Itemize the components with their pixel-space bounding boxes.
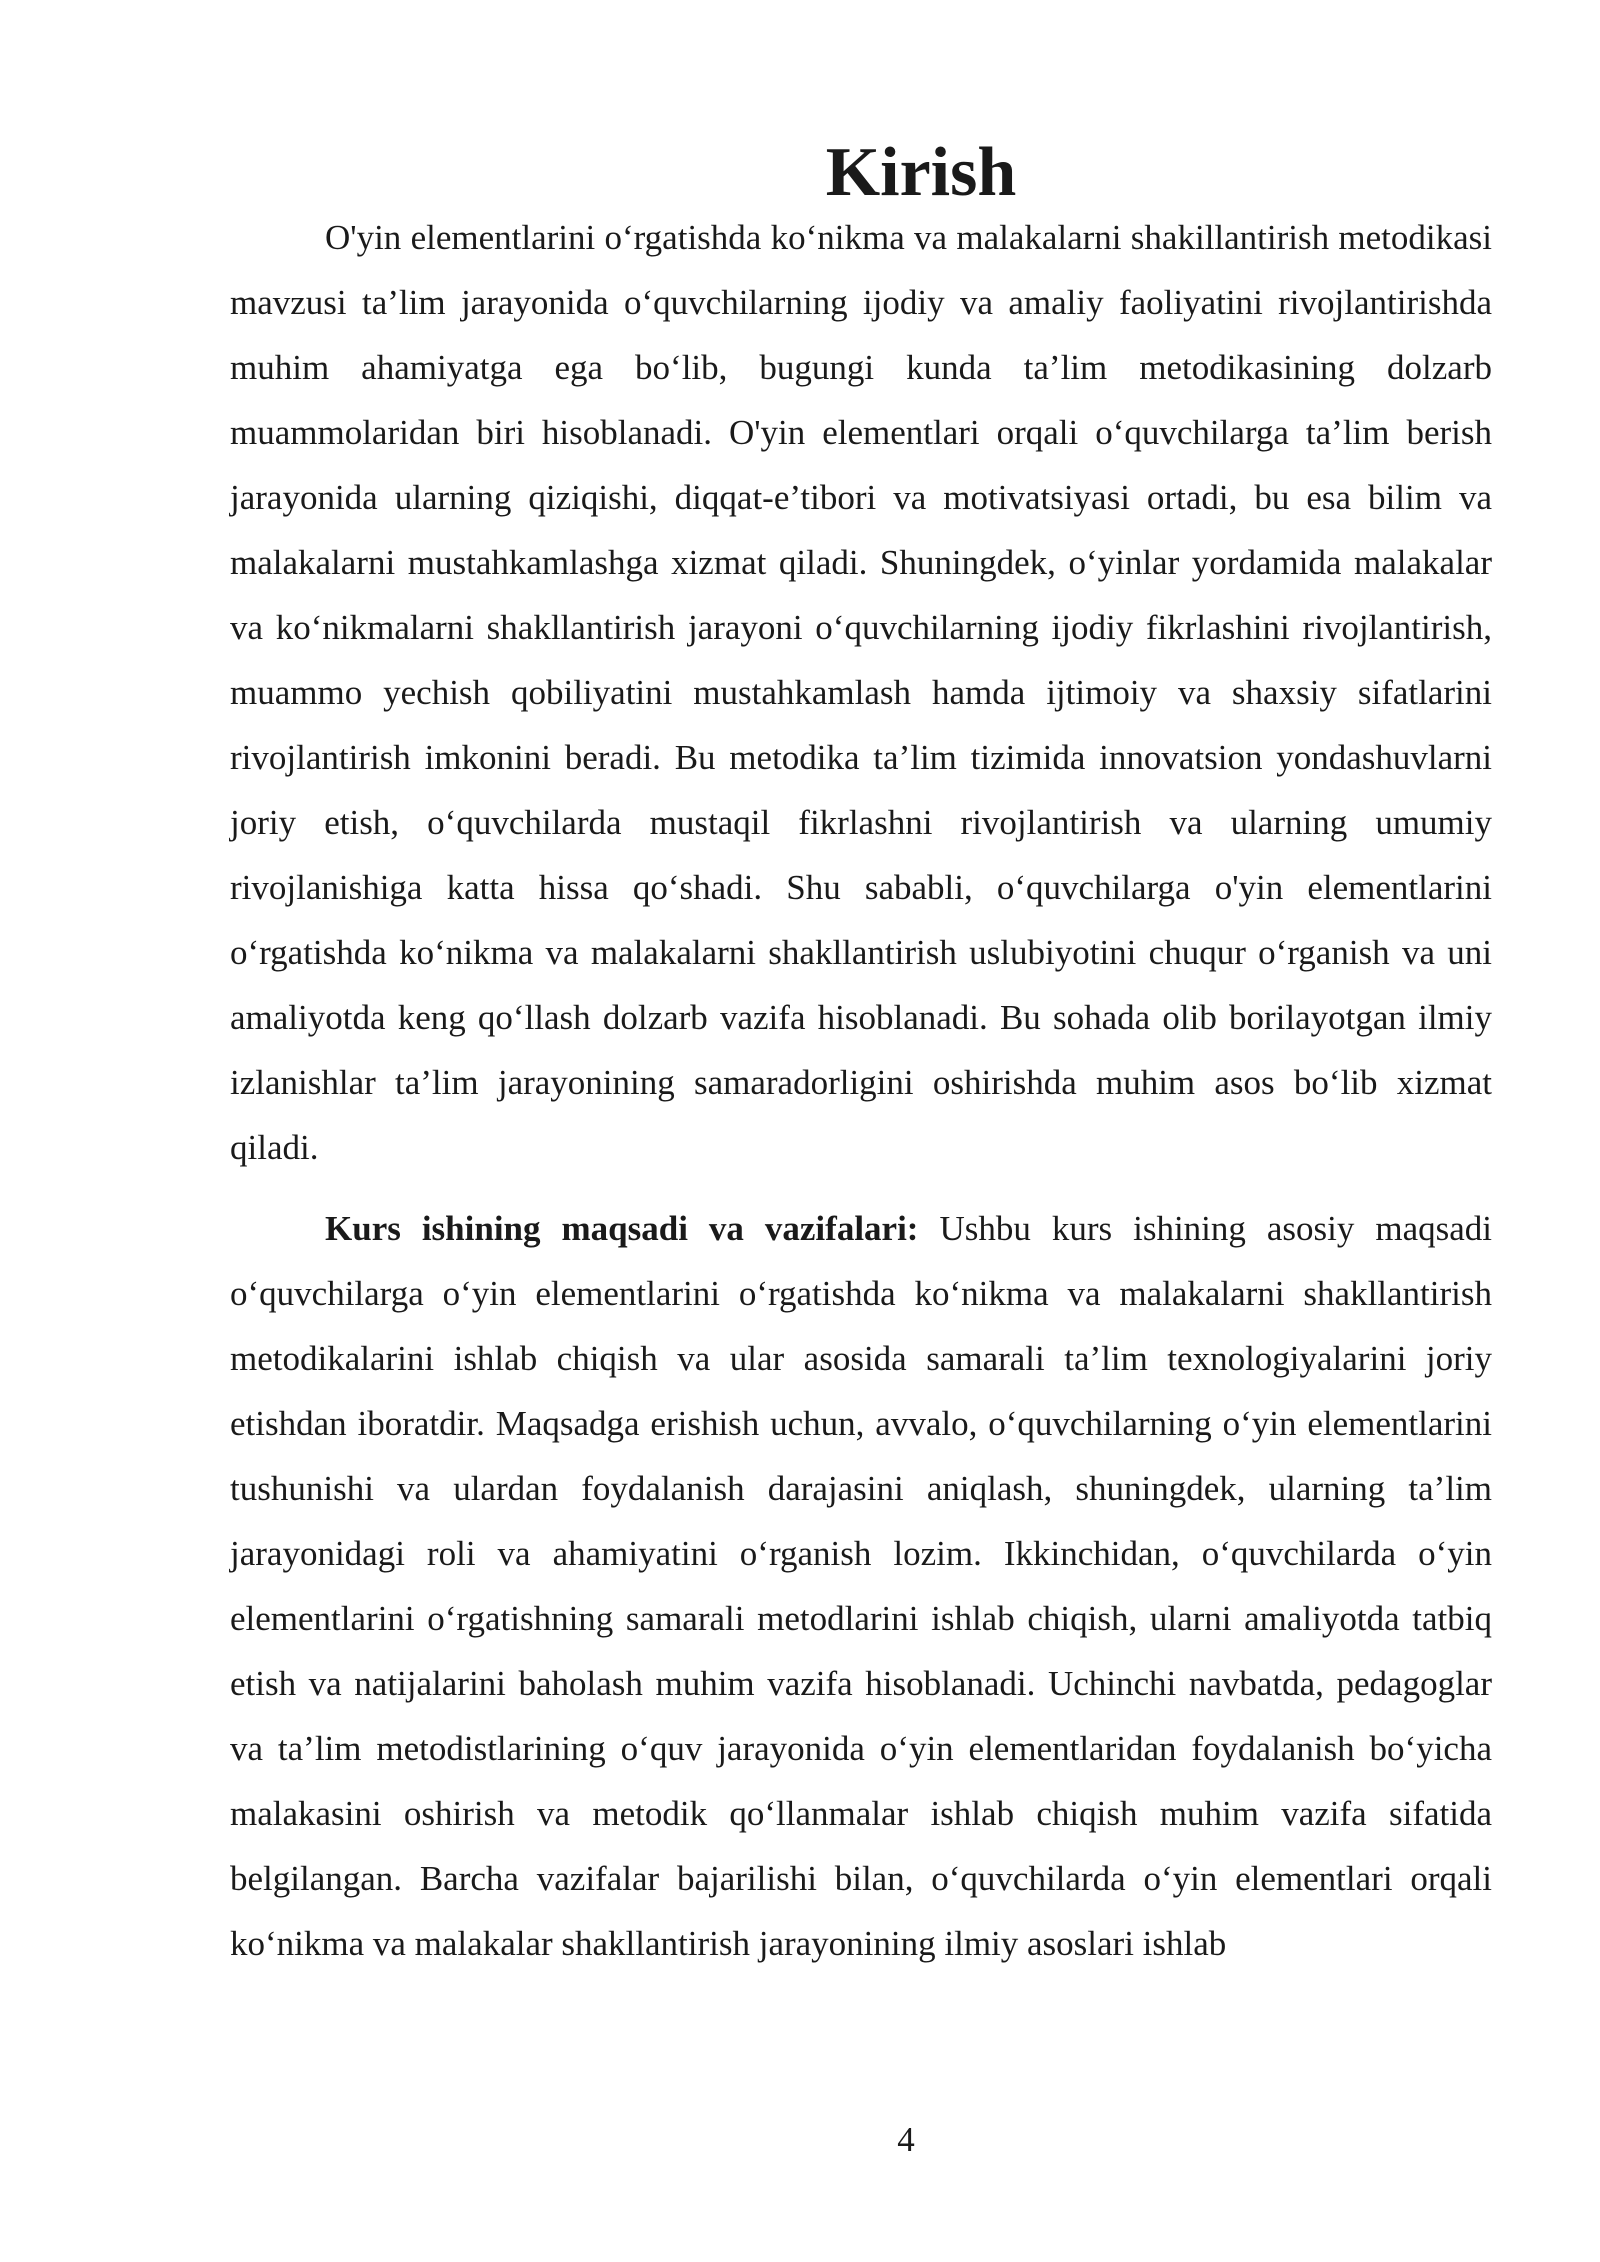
goals-lead-text: Kurs ishining maqsadi va vazifalari: <box>325 1209 919 1248</box>
section-heading: Kirish <box>825 134 1017 211</box>
page-content <box>230 134 1492 1976</box>
intro-paragraph: O'yin elementlarini o‘rgatishda ko‘nikma va malakalarni shakillantirish metodikasi mavzusi ta’lim jarayonida o‘quvchilarning ijodiy va amaliy faoliyatini rivojlantirishda muhim ahamiyatga ega bo‘lib, bugungi kunda ta’lim metodikasining dolzarb muammolaridan biri hisoblanadi. O'yin elementlari orqali o‘quvchilarga ta’lim berish jarayonida ularning qiziqishi, diqqat-e’tibori va motivatsiyasi ortadi, bu esa bilim va malakalarni mustahkamlashga xizmat qiladi. Shuningdek, o‘yinlar yordamida malakalar va ko‘nikmalarni shakllantirish jarayoni o‘quvchilarning ijodiy fikrlashini rivojlantirish, muammo yechish qobiliyatini mustahkamlash hamda ijtimoiy va shaxsiy sifatlarini rivojlantirish imkonini beradi. Bu metodika ta’lim tizimida innovatsion yondashuvlarni joriy etish, o‘quvchilarda mustaqil fikrlashni rivojlantirish va ularning umumiy rivojlanishiga katta hissa qo‘shadi. Shu sababli, o‘quvchilarga o'yin elementlarini o‘rgatishda ko‘nikma va malakalarni shakllantirish uslubiyotini chuqur o‘rganish va uni amaliyotda keng qo‘llash dolzarb vazifa hisoblanadi. Bu sohada olib borilayotgan ilmiy izlanishlar ta’lim jarayonining samaradorligini oshirishda muhim asos bo‘lib xizmat qiladi. <box>230 218 1492 1167</box>
page-number: 4 <box>897 2120 915 2159</box>
goals-paragraph <box>230 1196 1492 1976</box>
goals-body-text: Ushbu kurs ishining asosiy maqsadi o‘quvchilarga o‘yin elementlarini o‘rgatishda ko‘nikma va malakalarni shakllantirish metodikalarini ishlab chiqish va ular asosida samarali ta’lim texnologiyalarini joriy etishdan iboratdir. Maqsadga erishish uchun, avvalo, o‘quvchilarning o‘yin elementlarini tushunishi va ulardan foydalanish darajasini aniqlash, shuningdek, ularning ta’lim jarayonidagi roli va ahamiyatini o‘rganish lozim. Ikkinchidan, o‘quvchilarda o‘yin elementlarini o‘rgatishning samarali metodlarini ishlab chiqish, ularni amaliyotda tatbiq etish va natijalarini baholash muhim vazifa hisoblanadi. Uchinchi navbatda, pedagoglar va ta’lim metodistlarining o‘quv jarayonida o‘yin elementlaridan foydalanish bo‘yicha malakasini oshirish va metodik qo‘llanmalar ishlab chiqish muhim vazifa sifatida belgilangan. Barcha vazifalar bajarilishi bilan, o‘quvchilarda o‘yin elementlari orqali ko‘nikma va malakalar shakllantirish jarayonining ilmiy asoslari ishlab <box>230 1209 1492 1963</box>
